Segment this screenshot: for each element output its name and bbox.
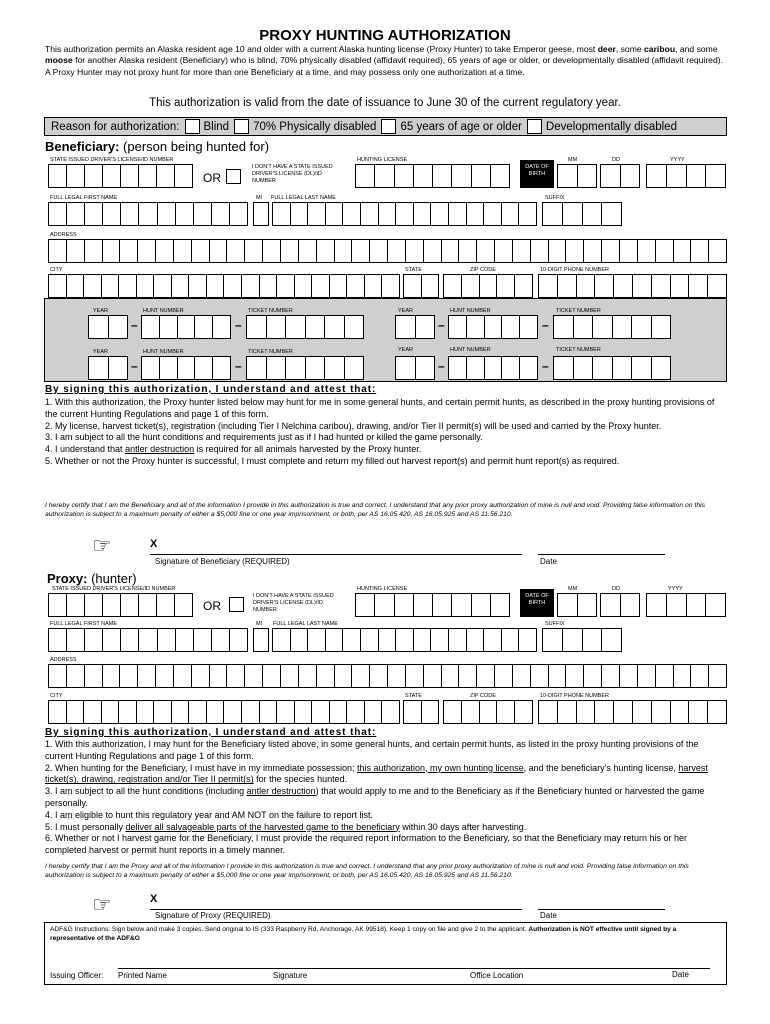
reason-developmental-checkbox[interactable] [527,119,542,134]
proxy-dl-field[interactable] [48,593,193,617]
proxy-phone-field[interactable] [538,700,727,724]
proxy-attest-list: 1. With this authorization, I may hunt for the Beneficiary listed above, in some general hunts, and certain permit hunts, as listed in the proxy hunting provisions of the current Hunting Regulations and page 1 of this form. 2. When hunting for the Beneficiary, I must have in my immediate possession; this authorization, my own hunting license, and the beneficiary's hunting license, harvest ticket(s), drawing, registration and/or Tier II permit(s) for the species hunted. 3. I am subject to all the hunt conditions (including antler destruction) that would apply to me and to the Beneficiary as if the Beneficiary hunted or harvested the game personally. 4. I am eligible to hunt this regulatory year and AM NOT on the failure to report list. 5. I must personally deliver all salvageable parts of the harvested game to the beneficiary within 30 days after harvesting. 6. Whether or not I harvest game for the Beneficiary, I must provide the required report information to the Beneficiary, so that the Beneficiary may return his or her completed harvest or permit hunt reports in a timely manner. [45,739,708,856]
ben-hunting-license-field[interactable] [355,164,510,188]
ben-no-dl-checkbox[interactable] [226,169,241,184]
hunt1-year-label: YEAR [93,308,108,314]
adfg-instructions: ADF&G Instructions: Sign below and make 3 copies. Send original to IS (333 Raspberry Rd, Anchorage, AK 99518). Keep 1 copy on file and give 2 to the applicant. Authorization is NOT effective until signed by a representative of the ADF&G [50,926,677,942]
hunt1-ticket-field[interactable] [246,315,364,339]
proxy-hunting-license-label: HUNTING LICENSE [357,586,408,592]
reason-blind-checkbox[interactable] [185,119,200,134]
proxy-dl-label: STATE ISSUED DRIVER'S LICENSE/ID NUMBER [52,586,176,592]
hunt1-dash2: – [235,318,242,332]
ben-state-label: STATE [405,267,422,273]
proxy-city-label: CITY [50,693,63,699]
hunt3-dash2: – [235,359,242,373]
ben-city-label: CITY [50,267,63,273]
reason-label: Reason for authorization: [51,120,180,133]
ben-dl-field[interactable] [48,164,193,188]
beneficiary-heading: Beneficiary: (person being hunted for) [45,139,270,154]
hunt2-ticket-field[interactable] [553,315,671,339]
ben-attest-list: 1. With this authorization, the Proxy hunter listed below may hunt for me in some general hunts, and certain permit hunts, as described in the proxy hunting provisions of the current Hunting Regulations and page 1 of this form. 2. My license, harvest ticket(s), registration (including Tier I Nelchina caribou), drawing, and/or Tier II permit(s) will be used and carried by the Proxy hunter. 3. I am subject to all the hunt conditions and requirements just as if I had hunted or killed the game personally. 4. I understand that antler destruction is required for all animals harvested by the Proxy hunter. 5. Whether or not the Proxy hunter is successful, I must complete and return my filled out harvest report(s) and permit hunt report(s) as required. [45,397,715,466]
hunt4-dash: – [438,359,445,373]
ben-attest-heading: By signing this authorization, I understand and attest that: [45,384,377,395]
ben-dob-dd-field[interactable] [600,164,640,188]
hunt1-dash: – [131,318,138,332]
ben-zip-label: ZIP CODE [470,267,496,273]
hunt3-ticket-label: TICKET NUMBER [248,349,293,355]
issuing-officer-label: Issuing Officer: [50,971,104,980]
proxy-hunting-license-field[interactable] [355,593,510,617]
ben-dob-yyyy-field[interactable] [646,164,726,188]
ben-last-name-field[interactable] [272,202,537,226]
officer-date-label: Date [672,970,689,979]
hunt3-year-label: YEAR [93,349,108,355]
ben-address-label: ADDRESS [50,232,77,238]
proxy-yyyy-label: YYYY [668,586,683,592]
proxy-dob-label: DATE OF BIRTH [520,589,554,617]
hunt2-dash2: – [542,318,549,332]
ben-mi-field[interactable] [253,202,269,226]
ben-state-field[interactable] [403,274,439,298]
proxy-suffix-label: SUFFIX [545,621,565,627]
reason-65-checkbox[interactable] [381,119,396,134]
ben-dob-mm-field[interactable] [557,164,597,188]
proxy-first-name-field[interactable] [48,628,248,652]
ben-address-field[interactable] [48,239,727,263]
ben-signature-line[interactable] [150,554,522,556]
ben-city-field[interactable] [48,274,400,298]
hunt2-year-field[interactable] [395,315,435,339]
proxy-dd-label: DD [612,586,620,592]
proxy-dob-mm-field[interactable] [557,593,597,617]
hunt1-ticket-label: TICKET NUMBER [248,308,293,314]
proxy-mm-label: MM [568,586,578,592]
proxy-zip-field[interactable] [443,700,533,724]
reason-developmental-label: Developmentally disabled [545,120,677,133]
pointing-hand-icon: ☞ [92,533,112,558]
proxy-signature-label: Signature of Proxy (REQUIRED) [155,911,271,920]
proxy-certification: I hereby certify that I am the Proxy and all of the information I provide in this authorization is true and correct. I understand that any prior proxy authorization of mine is null and void. Providing false information on this authorization is subject to a maximum penalty of either a $5,000 fine or one year imprisonment, or both, per AS 16.05.420, AS 16.05.925 and AS 11.56.210. [45,863,689,879]
proxy-or: OR [203,599,221,613]
hunt4-number-field[interactable] [448,356,538,380]
officer-signature-label: Signature [273,971,308,980]
proxy-no-dl-checkbox[interactable] [229,597,244,612]
proxy-sig-x: X [150,893,158,905]
proxy-suffix-field[interactable] [542,628,622,652]
hunt4-ticket-label: TICKET NUMBER [556,347,601,353]
proxy-date-label: Date [540,911,557,920]
hunt2-year-label: YEAR [398,308,413,314]
proxy-dob-yyyy-field[interactable] [646,593,726,617]
hunt4-number-label: HUNT NUMBER [450,347,491,353]
ben-last-label: FULL LEGAL LAST NAME [271,195,336,201]
hunt1-number-field[interactable] [141,315,231,339]
hunt1-year-field[interactable] [88,315,128,339]
reason-disabled-checkbox[interactable] [234,119,249,134]
intro-paragraph: This authorization permits an Alaska resident age 10 and older with a current Alaska hunting license (Proxy Hunter) to take Emperor geese, most deer, some caribou, and some moose for another Alaska resident (Beneficiary) who is blind, 70% physically disabled (affidavit required), 65 years of age or older, or developmentally disabled (affidavit required). A Proxy Hunter may not proxy hunt for more than one Beneficiary at a time, and may possess only one authorization at a time. [45,44,723,77]
hunt3-year-field[interactable] [88,356,128,380]
ben-certification: I hereby certify that I am the Beneficiary and all of the information I provide in this authorization is true and correct. I understand that any prior proxy authorization of mine is null and void. Providing false information on this authorization is subject to a maximum penalty of either a $5,000 fine or one year imprisonment, or both, per AS 16.05.420, AS 16.05.925 and AS 11.56.210. [45,502,706,518]
proxy-address-field[interactable] [48,664,727,688]
ben-suffix-label: SUFFIX [545,195,565,201]
proxy-first-label: FULL LEGAL FIRST NAME [50,621,118,627]
proxy-mi-label: MI [256,621,263,627]
proxy-last-name-field[interactable] [272,628,537,652]
hunt2-number-label: HUNT NUMBER [450,308,491,314]
proxy-date-line[interactable] [538,909,665,911]
form-title: PROXY HUNTING AUTHORIZATION [259,27,511,44]
ben-dob-label: DATE OF BIRTH [520,160,554,188]
printed-name-label: Printed Name [118,971,167,980]
hunt2-ticket-label: TICKET NUMBER [556,308,601,314]
proxy-heading: Proxy: (hunter) [47,571,137,586]
reason-bar [44,117,727,136]
reason-65-label: 65 years of age or older [400,120,522,133]
reason-blind-label: Blind [203,120,230,133]
hunt4-year-field[interactable] [395,356,435,380]
ben-or: OR [203,171,221,185]
ben-hunting-license-label: HUNTING LICENSE [357,157,408,163]
hunt3-dash: – [131,359,138,373]
hunt3-number-field[interactable] [141,356,231,380]
office-location-label: Office Location [470,971,524,980]
hunt4-ticket-field[interactable] [553,356,671,380]
ben-zip-field[interactable] [443,274,533,298]
ben-no-dl-label: I DON'T HAVE A STATE ISSUED DRIVER'S LICENSE (DL)/ID NUMBER [252,164,333,184]
proxy-address-label: ADDRESS [50,657,77,663]
hunt3-number-label: HUNT NUMBER [143,349,184,355]
hunt4-dash2: – [542,359,549,373]
proxy-city-field[interactable] [48,700,400,724]
proxy-dob-dd-field[interactable] [600,593,640,617]
ben-mi-label: MI [256,195,263,201]
proxy-attest-heading: By signing this authorization, I understand and attest that: [45,727,377,738]
ben-phone-label: 10-DIGIT PHONE NUMBER [540,267,609,273]
pointing-hand-icon-2: ☞ [92,892,112,917]
ben-first-name-field[interactable] [48,202,248,226]
proxy-mi-field[interactable] [253,628,269,652]
validity-statement: This authorization is valid from the date of issuance to June 30 of the current regulatory year. [149,97,621,109]
ben-phone-field[interactable] [538,274,727,298]
ben-date-line[interactable] [538,554,665,556]
hunt4-year-label: YEAR [398,347,413,353]
ben-yyyy-label: YYYY [670,157,685,163]
proxy-no-dl-label: I DON'T HAVE A STATE ISSUED DRIVER'S LICENSE (DL)/ID NUMBER [253,593,334,613]
proxy-state-label: STATE [405,693,422,699]
hunt2-dash: – [438,318,445,332]
proxy-phone-label: 10-DIGIT PHONE NUMBER [540,693,609,699]
ben-sig-x: X [150,538,158,550]
ben-signature-label: Signature of Beneficiary (REQUIRED) [155,557,290,566]
ben-date-label: Date [540,557,557,566]
hunt1-number-label: HUNT NUMBER [143,308,184,314]
hunt3-ticket-field[interactable] [246,356,364,380]
proxy-zip-label: ZIP CODE [470,693,496,699]
proxy-last-label: FULL LEGAL LAST NAME [273,621,338,627]
ben-dd-label: DD [612,157,620,163]
proxy-state-field[interactable] [403,700,439,724]
ben-suffix-field[interactable] [542,202,622,226]
ben-first-label: FULL LEGAL FIRST NAME [50,195,118,201]
ben-mm-label: MM [568,157,578,163]
reason-disabled-label: 70% Physically disabled [253,120,377,133]
hunt2-number-field[interactable] [448,315,538,339]
officer-signature-line[interactable] [118,968,710,970]
ben-dl-label: STATE ISSUED DRIVER'S LICENSE/ID NUMBER [50,157,174,163]
